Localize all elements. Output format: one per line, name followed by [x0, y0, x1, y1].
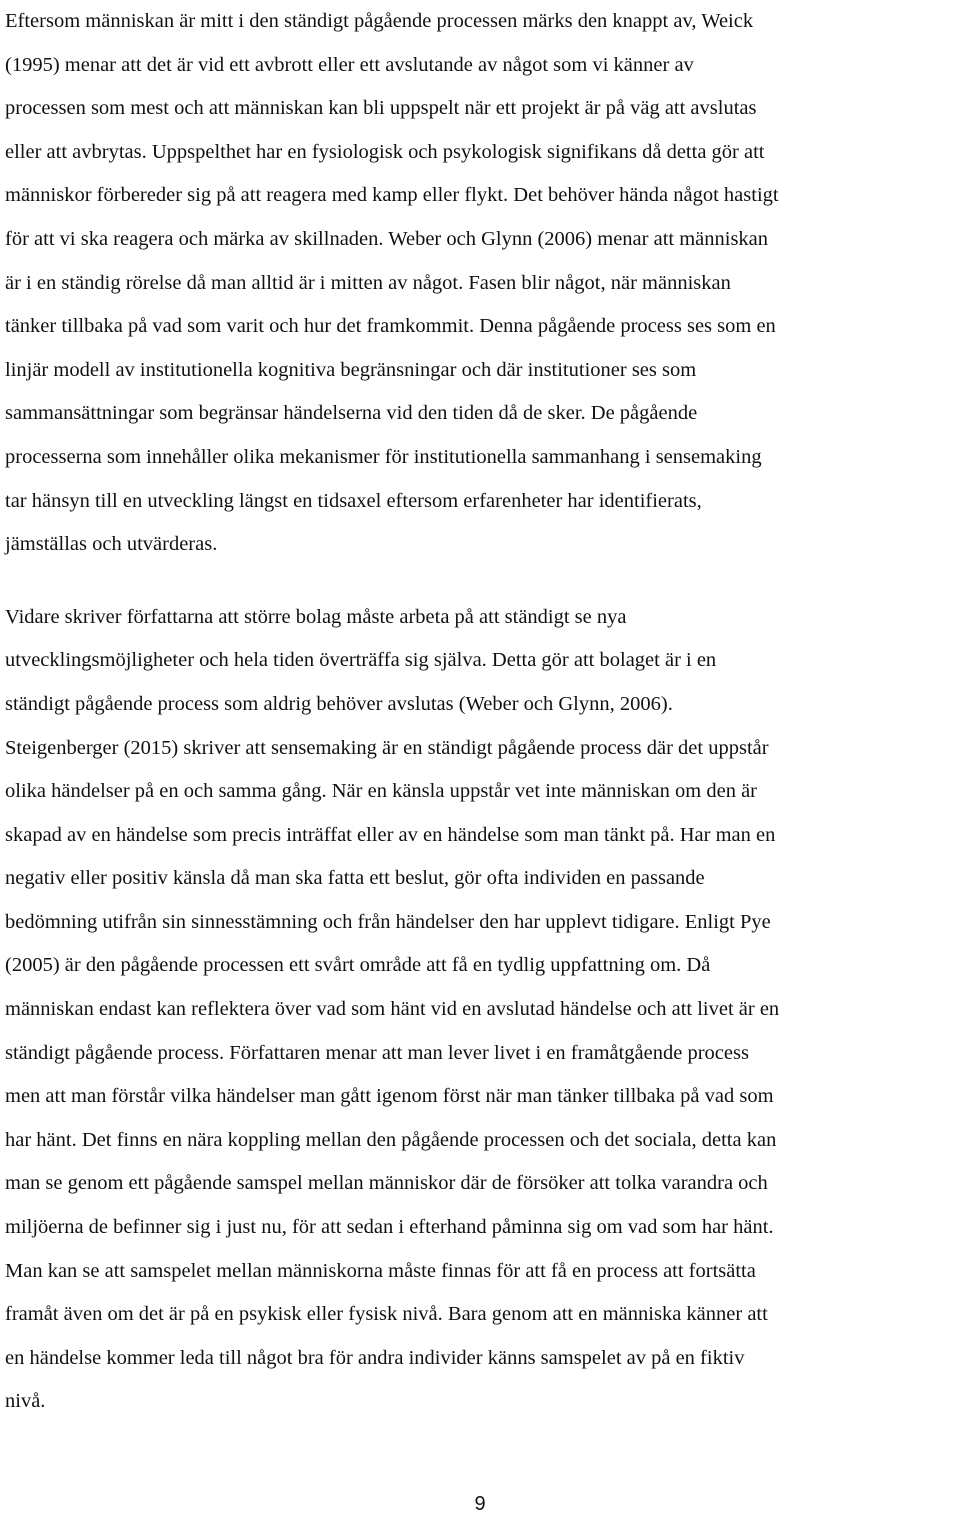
text-line: tänker tillbaka på vad som varit och hur det framkommit. Denna pågående process ses som en: [5, 315, 776, 338]
text-line: Man kan se att samspelet mellan människorna måste finnas för att få en process att fortsätta: [5, 1259, 756, 1282]
text-line: processen som mest och att människan kan bli uppspelt när ett projekt är på väg att avslutas: [5, 97, 757, 120]
page-number: 9: [474, 1493, 486, 1515]
text-line: har hänt. Det finns en nära koppling mellan den pågående processen och det sociala, detta kan: [5, 1128, 777, 1151]
text-line: sammansättningar som begränsar händelserna vid den tiden då de sker. De pågående: [5, 402, 698, 425]
text-line: (1995) menar att det är vid ett avbrott eller ett avslutande av något som vi känner av: [5, 53, 694, 76]
text-line: skapad av en händelse som precis inträffat eller av en händelse som man tänkt på. Har man en: [5, 823, 776, 846]
text-line: olika händelser på en och samma gång. När en känsla uppstår vet inte människan om den är: [5, 780, 757, 803]
text-line: människor förbereder sig på att reagera med kamp eller flykt. Det behöver hända något hastigt: [5, 184, 779, 207]
text-line: människan endast kan reflektera över vad som hänt vid en avslutad händelse och att livet är en: [5, 998, 780, 1021]
text-line: tar hänsyn till en utveckling längst en tidsaxel eftersom erfarenheter har identifierats,: [5, 489, 702, 512]
text-line: en händelse kommer leda till något bra för andra individer känns samspelet av på en fiktiv: [5, 1346, 745, 1369]
text-line: bedömning utifrån sin sinnesstämning och från händelser den har upplevt tidigare. Enligt Pye: [5, 910, 771, 933]
text-line: processerna som innehåller olika mekanismer för institutionella sammanhang i sensemaking: [5, 445, 762, 468]
text-line: nivå.: [5, 1390, 46, 1413]
text-line: linjär modell av institutionella kognitiva begränsningar och där institutioner ses som: [5, 358, 697, 381]
text-line: ständigt pågående process som aldrig behöver avslutas (Weber och Glynn, 2006).: [5, 692, 673, 715]
body-text: [5, 0, 955, 1424]
text-line: (2005) är den pågående processen ett svårt område att få en tydlig uppfattning om. Då: [5, 954, 711, 977]
text-line: Vidare skriver författarna att större bolag måste arbeta på att ständigt se nya: [5, 605, 627, 628]
text-line: jämställas och utvärderas.: [5, 533, 218, 556]
text-line: är i en ständig rörelse då man alltid är i mitten av något. Fasen blir något, när människan: [5, 271, 731, 294]
text-line: negativ eller positiv känsla då man ska fatta ett beslut, gör ofta individen en passande: [5, 867, 705, 890]
text-line: utvecklingsmöjligheter och hela tiden överträffa sig själva. Detta gör att bolaget är i en: [5, 649, 717, 672]
paragraph-1: [5, 0, 955, 567]
text-line: för att vi ska reagera och märka av skillnaden. Weber och Glynn (2006) menar att människan: [5, 227, 769, 250]
text-line: man se genom ett pågående samspel mellan människor där de försöker att tolka varandra och: [5, 1172, 768, 1195]
text-line: ständigt pågående process. Författaren menar att man lever livet i en framåtgående process: [5, 1041, 749, 1064]
text-line: eller att avbrytas. Uppspelthet har en fysiologisk och psykologisk signifikans då detta gör att: [5, 140, 765, 163]
text-line: miljöerna de befinner sig i just nu, för att sedan i efterhand påminna sig om vad som har hänt.: [5, 1216, 774, 1239]
text-line: men att man förstår vilka händelser man gått igenom först när man tänker tillbaka på vad som: [5, 1085, 774, 1108]
paragraph-2: [5, 596, 955, 1424]
text-line: Steigenberger (2015) skriver att sensemaking är en ständigt pågående process där det uppstår: [5, 736, 769, 759]
text-line: framåt även om det är på en psykisk eller fysisk nivå. Bara genom att en människa känner att: [5, 1303, 768, 1326]
text-line: Eftersom människan är mitt i den ständigt pågående processen märks den knappt av, Weick: [5, 10, 754, 32]
